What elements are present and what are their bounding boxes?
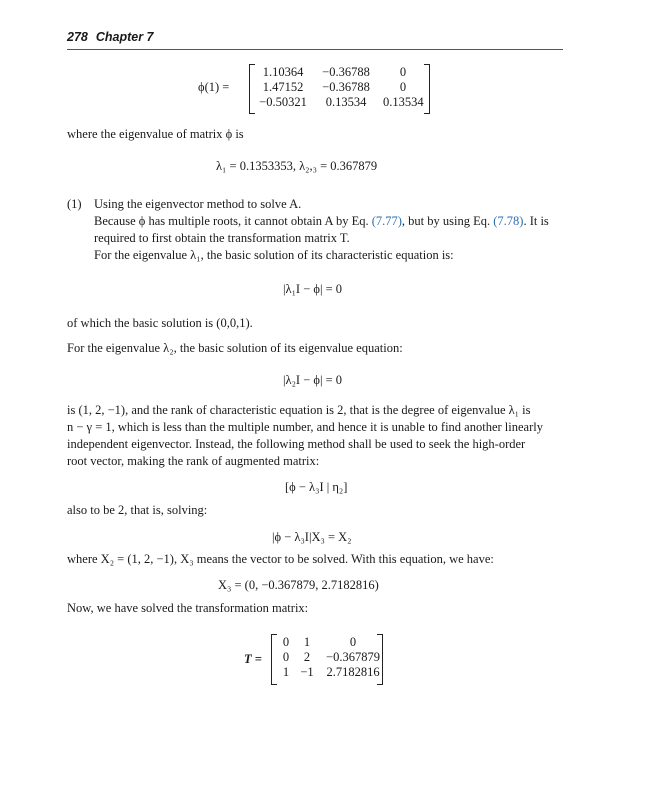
paragraph-line-4: root vector, making the rank of augmented matrix:: [67, 454, 320, 468]
paragraph-line-2: n − γ = 1, which is less than the multiple number, and hence it is unable to find another linearly: [67, 420, 543, 434]
augmented-matrix-eq: [ϕ − λ₃I | η₂]: [285, 480, 348, 494]
t-matrix-cell: 0: [349, 635, 357, 649]
t-matrix-cell: −1: [300, 665, 314, 679]
phi-matrix: [254, 65, 426, 110]
phi-matrix-cell: 0: [399, 65, 407, 79]
eigenvalue-intro: where the eigenvalue of matrix ϕ is: [67, 127, 244, 141]
paragraph-line-3: independent eigenvector. Instead, the following method shall be used to seek the high-order: [67, 437, 526, 451]
char-equation-2: |λ₂I − ϕ| = 0: [283, 373, 343, 387]
phi-matrix-cell: 0.13534: [325, 95, 367, 109]
eq-ref-7-78[interactable]: (7.78): [493, 214, 524, 228]
phi-matrix-cell: 0.13534: [383, 95, 424, 109]
phi-right-bracket: [424, 64, 430, 114]
phi-matrix-cell: −0.36788: [322, 80, 370, 94]
t-matrix-cell: 0: [282, 650, 290, 664]
item-line-3: required to first obtain the transformation matrix T.: [94, 231, 350, 245]
transformation-intro: Now, we have solved the transformation matrix:: [67, 601, 309, 615]
t-matrix-cell: 1: [282, 665, 290, 679]
root-vector-eq: |ϕ − λ₃I|X₃ = X₂: [272, 530, 352, 544]
eq-ref-7-77[interactable]: (7.77): [371, 214, 402, 228]
item-line-1: Using the eigenvector method to solve A.: [94, 197, 302, 211]
page-number: 278: [67, 30, 88, 44]
t-lhs: T =: [244, 652, 262, 666]
phi-matrix-cell: −0.50321: [259, 95, 307, 109]
t-matrix-cell: 1: [303, 635, 311, 649]
t-matrix: [276, 635, 388, 680]
x2-definition-text: where X₂ = (1, 2, −1), X₃ means the vector to be solved. With this equation, we have:: [67, 552, 494, 566]
t-matrix-cell: −0.367879: [326, 650, 380, 664]
phi-lhs: ϕ(1) =: [198, 80, 230, 94]
chapter-label: Chapter 7: [95, 30, 154, 44]
x3-result: X₃ = (0, −0.367879, 2.7182816): [218, 578, 379, 592]
solving-text: also to be 2, that is, solving:: [67, 503, 208, 517]
eigen2-intro: For the eigenvalue λ₂, the basic solution of its eigenvalue equation:: [67, 341, 403, 355]
t-right-bracket: [377, 634, 383, 685]
item-line-4: For the eigenvalue λ₁, the basic solution of its characteristic equation is:: [94, 248, 454, 262]
item-line-2: Because ϕ has multiple roots, it cannot obtain A by Eq. (7.77), but by using Eq. (7.78). It is: [94, 214, 549, 228]
header-rule: [67, 49, 563, 50]
running-header: [67, 30, 154, 44]
phi-matrix-cell: −0.36788: [322, 65, 370, 79]
phi-matrix-cell: 1.47152: [262, 80, 304, 94]
basic-solution-text: of which the basic solution is (0,0,1).: [67, 316, 253, 330]
paragraph-line-1: is (1, 2, −1), and the rank of characteristic equation is 2, that is the degree of eigenvalue λ₁ is: [67, 403, 531, 417]
t-matrix-cell: 2: [303, 650, 311, 664]
t-matrix-cell: 2.7182816: [326, 665, 380, 679]
phi-matrix-cell: 0: [399, 80, 407, 94]
eigenvalue-equation: λ₁ = 0.1353353, λ₂,₃ = 0.367879: [216, 159, 378, 173]
phi-matrix-cell: 1.10364: [262, 65, 304, 79]
t-matrix-cell: 0: [282, 635, 290, 649]
char-equation-1: |λ₁I − ϕ| = 0: [283, 282, 343, 296]
item-number: (1): [67, 197, 82, 211]
